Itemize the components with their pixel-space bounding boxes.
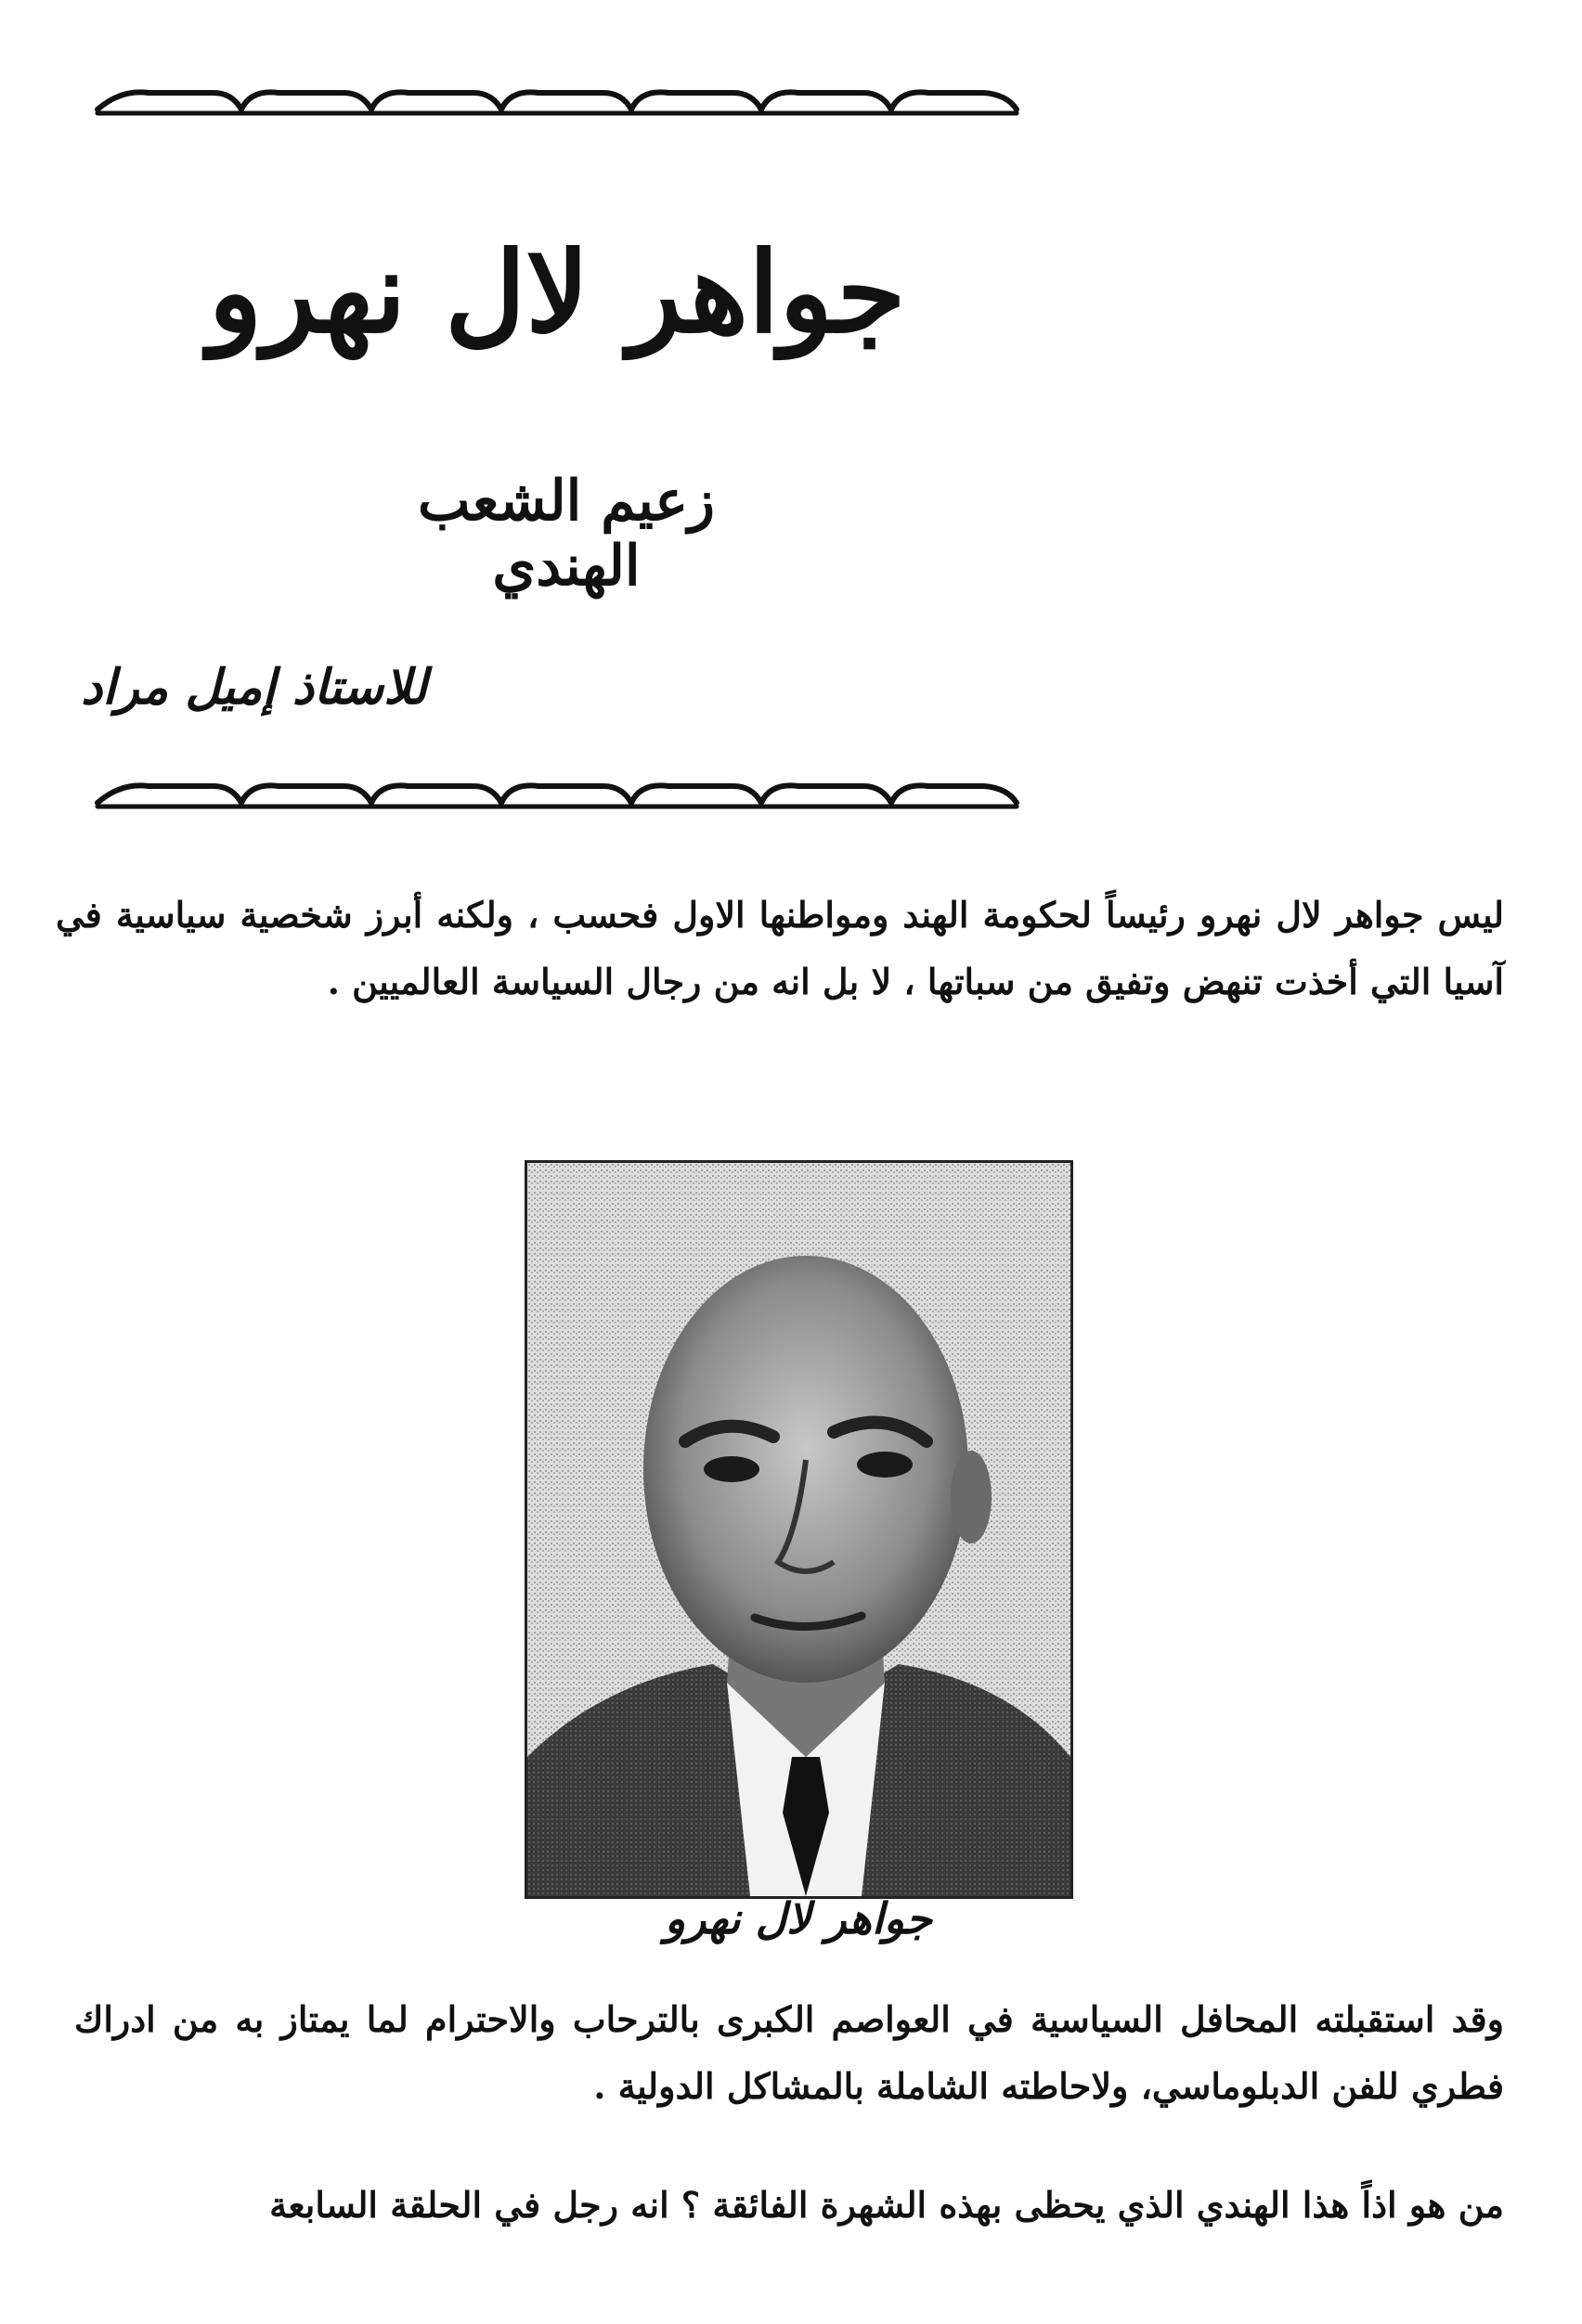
middle-ornamental-rule bbox=[93, 775, 1021, 816]
intro-paragraph: ليس جواهر لال نهرو رئيساً لحكومة الهند ومواطنها الاول فحسب ، ولكنه أبرز شخصية سياسية في آسيا التي أخذت تنهض وتفيق من سباتها ، لا بل انه من رجال السياسة العالميين . bbox=[56, 894, 1504, 1002]
top-ornamental-rule bbox=[93, 82, 1021, 123]
author-byline: للاستاذ إميل مراد bbox=[81, 659, 427, 716]
body-paragraph: من هو اذاً هذا الهندي الذي يحظى بهذه الشهرة الفائقة ؟ انه رجل في الحلقة السابعة bbox=[269, 2184, 1504, 2226]
photo-caption: جواهر لال نهرو bbox=[665, 1893, 932, 1943]
body-paragraph: وقد استقبلته المحافل السياسية في العواصم الكبرى بالترحاب والاحترام لما يمتاز به من ادراك فطري للفن الدبلوماسي، ولاحاطته الشاملة بالمشاكل الدولية . bbox=[74, 1998, 1504, 2107]
article-title: جواهر لال نهرو bbox=[208, 227, 906, 358]
portrait-photo bbox=[525, 1160, 1073, 1899]
article-subtitle: زعيم الشعب الهندي bbox=[417, 469, 716, 599]
